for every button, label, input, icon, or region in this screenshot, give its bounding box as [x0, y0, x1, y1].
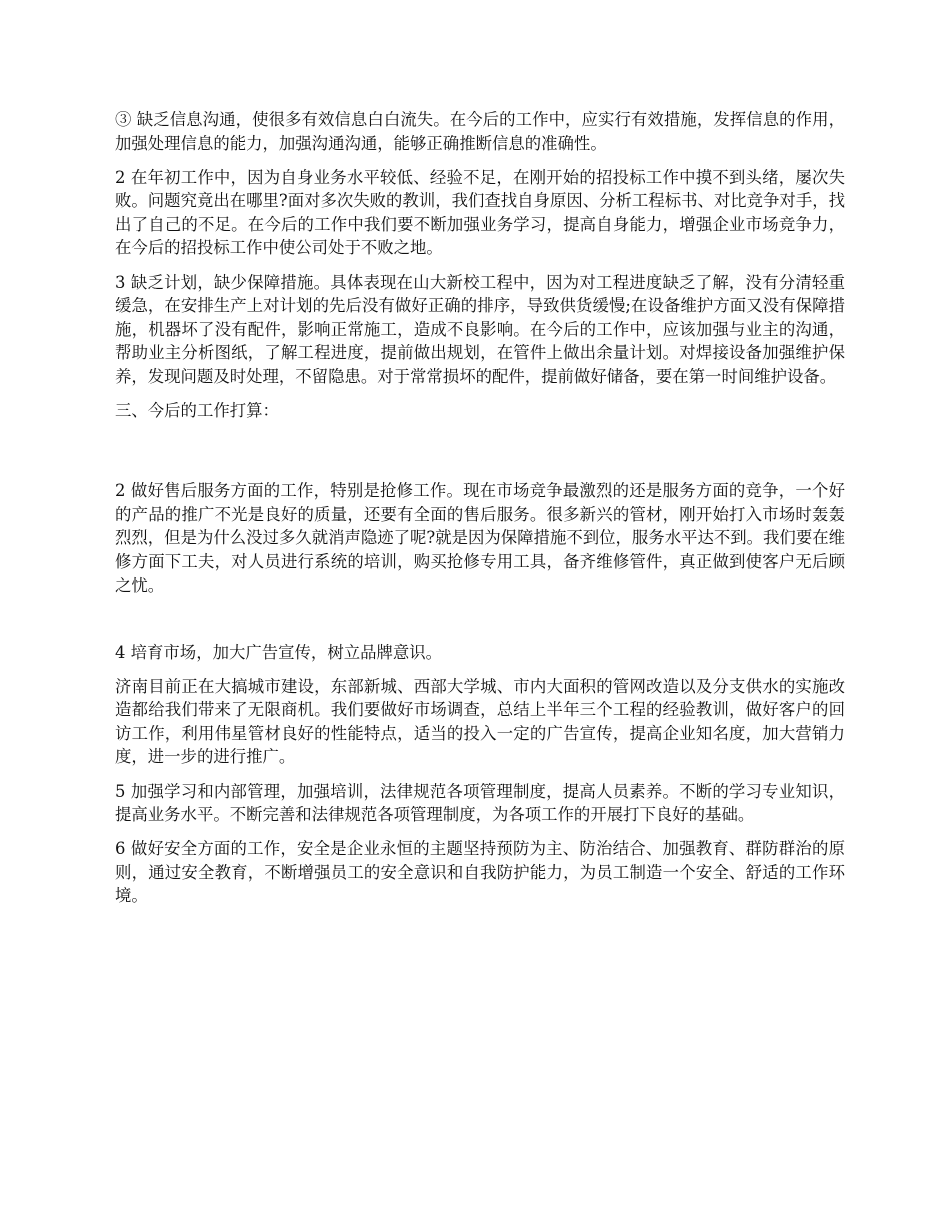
blank-gap	[115, 433, 845, 479]
paragraph-safety-work: 6 做好安全方面的工作，安全是企业永恒的主题坚持预防为主、防治结合、加强教育、群防群治的原则，通过安全教育，不断增强员工的安全意识和自我防护能力，为员工制造一个安全、舒适的工作环境。	[115, 839, 845, 906]
paragraph-bidding-experience: 2 在年初工作中，因为自身业务水平较低、经验不足，在刚开始的招投标工作中摸不到头绪，屡次失败。问题究竟出在哪里?面对多次失败的教训，我们查找自身原因、分析工程标书、对比竞争对手，找出了自己的不足。在今后的工作中我们要不断加强业务学习，提高自身能力，增强企业市场竞争力，在今后的招投标工作中使公司处于不败之地。	[115, 167, 845, 258]
paragraph-after-sales-service: 2 做好售后服务方面的工作，特别是抢修工作。现在市场竞争最激烈的还是服务方面的竞争，一个好的产品的推广不光是良好的质量，还要有全面的售后服务。很多新兴的管材，刚开始打入市场时轰轰烈烈，但是为什么没过多久就消声隐迹了呢?就是因为保障措施不到位，服务水平达不到。我们要在维修方面下工夫，对人员进行系统的培训，购买抢修专用工具，备齐维修管件，真正做到使客户无后顾之忧。	[115, 481, 845, 595]
paragraph-market-cultivation: 4 培育市场，加大广告宣传，树立品牌意识。	[115, 642, 443, 662]
paragraph-jinan-construction: 济南目前正在大搞城市建设，东部新城、西部大学城、市内大面积的管网改造以及分支供水的实施改造都给我们带来了无限商机。我们要做好市场调查，总结上半年三个工程的经验教训，做好客户的回访工作，利用伟星管材良好的性能特点，适当的投入一定的广告宣传，提高企业知名度，加大营销力度，进一步的进行推广。	[115, 676, 845, 767]
paragraph-info-communication: ③ 缺乏信息沟通，使很多有效信息白白流失。在今后的工作中，应实行有效措施，发挥信息的作用，加强处理信息的能力，加强沟通沟通，能够正确推断信息的准确性。	[115, 110, 845, 153]
section-heading-future-plans: 三、今后的工作打算：	[115, 401, 279, 421]
blank-gap	[115, 608, 845, 641]
paragraph-planning-measures: 3 缺乏计划，缺少保障措施。具体表现在山大新校工程中，因为对工程进度缺乏了解，没有分清轻重缓急，在安排生产上对计划的先后没有做好正确的排序，导致供货缓慢;在设备维护方面又没有保障措施，机器坏了没有配件，影响正常施工，造成不良影响。在今后的工作中，应该加强与业主的沟通，帮助业主分析图纸，了解工程进度，提前做出规划，在管件上做出余量计划。对焊接设备加强维护保养，发现问题及时处理，不留隐患。对于常常损坏的配件，提前做好储备，要在第一时间维护设备。	[115, 272, 845, 386]
paragraph-learning-management: 5 加强学习和内部管理，加强培训，法律规范各项管理制度，提高人员素养。不断的学习专业知识，提高业务水平。不断完善和法律规范各项管理制度，为各项工作的开展打下良好的基础。	[115, 781, 845, 825]
document-body	[115, 108, 845, 919]
